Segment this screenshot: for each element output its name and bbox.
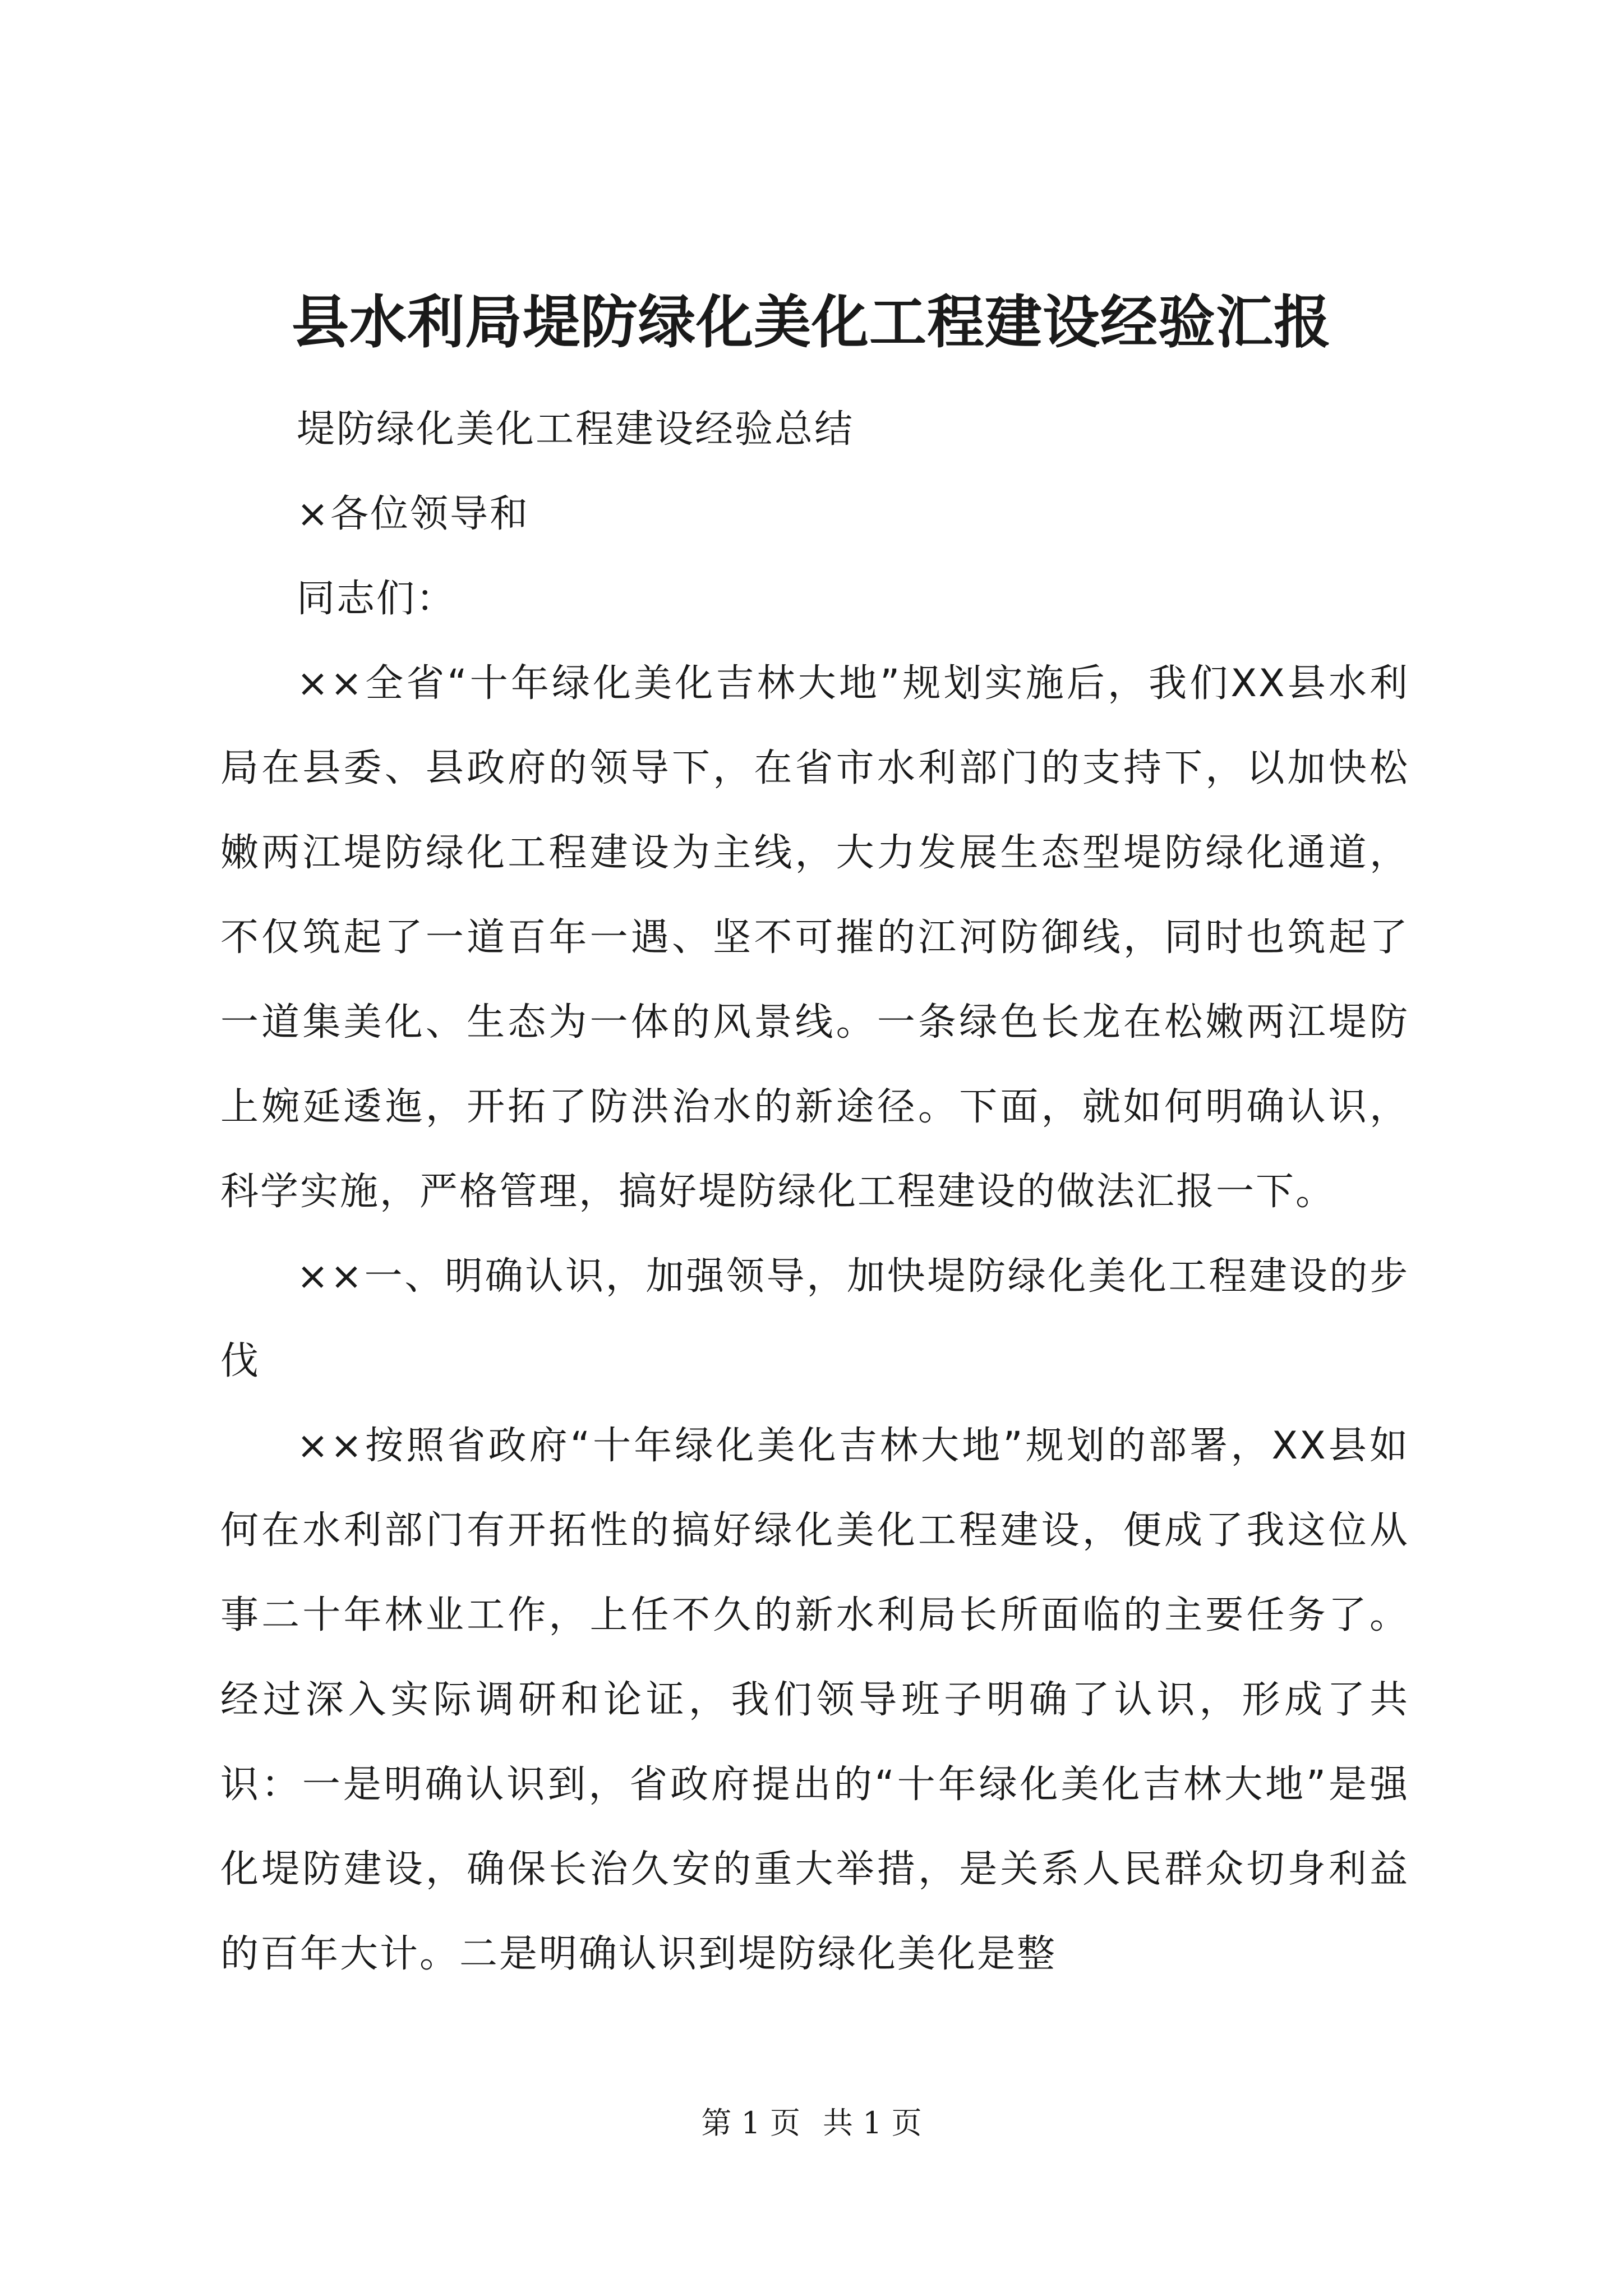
section-heading-paragraph: ××一、明确认识，加强领导，加快堤防绿化美化工程建设的步伐	[220, 1254, 1409, 1383]
page-number: 第 1 页	[701, 2105, 800, 2141]
page-footer	[0, 2101, 1623, 2146]
total-pages: 共 1 页	[823, 2105, 922, 2141]
document-title: 县水利局堤防绿化美化工程建设经验汇报	[292, 289, 1331, 356]
subtitle-paragraph: 堤防绿化美化工程建设经验总结	[297, 407, 855, 452]
body-paragraph: ××全省“十年绿化美化吉林大地”规划实施后，我们XX县水利局在县委、县政府的领导下，在省市水利部门的支持下，以加快松嫩两江堤防绿化工程建设为主线，大力发展生态型堤防绿化通道，不仅筑起了一道百年一遇、坚不可摧的江河防御线，同时也筑起了一道集美化、生态为一体的风景线。一条绿色长龙在松嫩两江堤防上婉延逶迤，开拓了防洪治水的新途径。下面，就如何明确认识，科学实施，严格管理，搞好堤防绿化工程建设的做法汇报一下。	[220, 661, 1409, 1214]
document-body	[220, 387, 1409, 1996]
body-paragraph: ××按照省政府“十年绿化美化吉林大地”规划的部署，XX县如何在水利部门有开拓性的搞好绿化美化工程建设，便成了我这位从事二十年林业工作，上任不久的新水利局长所面临的主要任务了。经过深入实际调研和论证，我们领导班子明确了认识，形成了共识：一是明确认识到，省政府提出的“十年绿化美化吉林大地”是强化堤防建设，确保长治久安的重大举措，是关系人民群众切身利益的百年大计。二是明确认识到堤防绿化美化是整	[220, 1424, 1409, 1976]
salutation-paragraph: 同志们：	[297, 577, 457, 621]
salutation-paragraph: ×各位领导和	[297, 492, 529, 536]
